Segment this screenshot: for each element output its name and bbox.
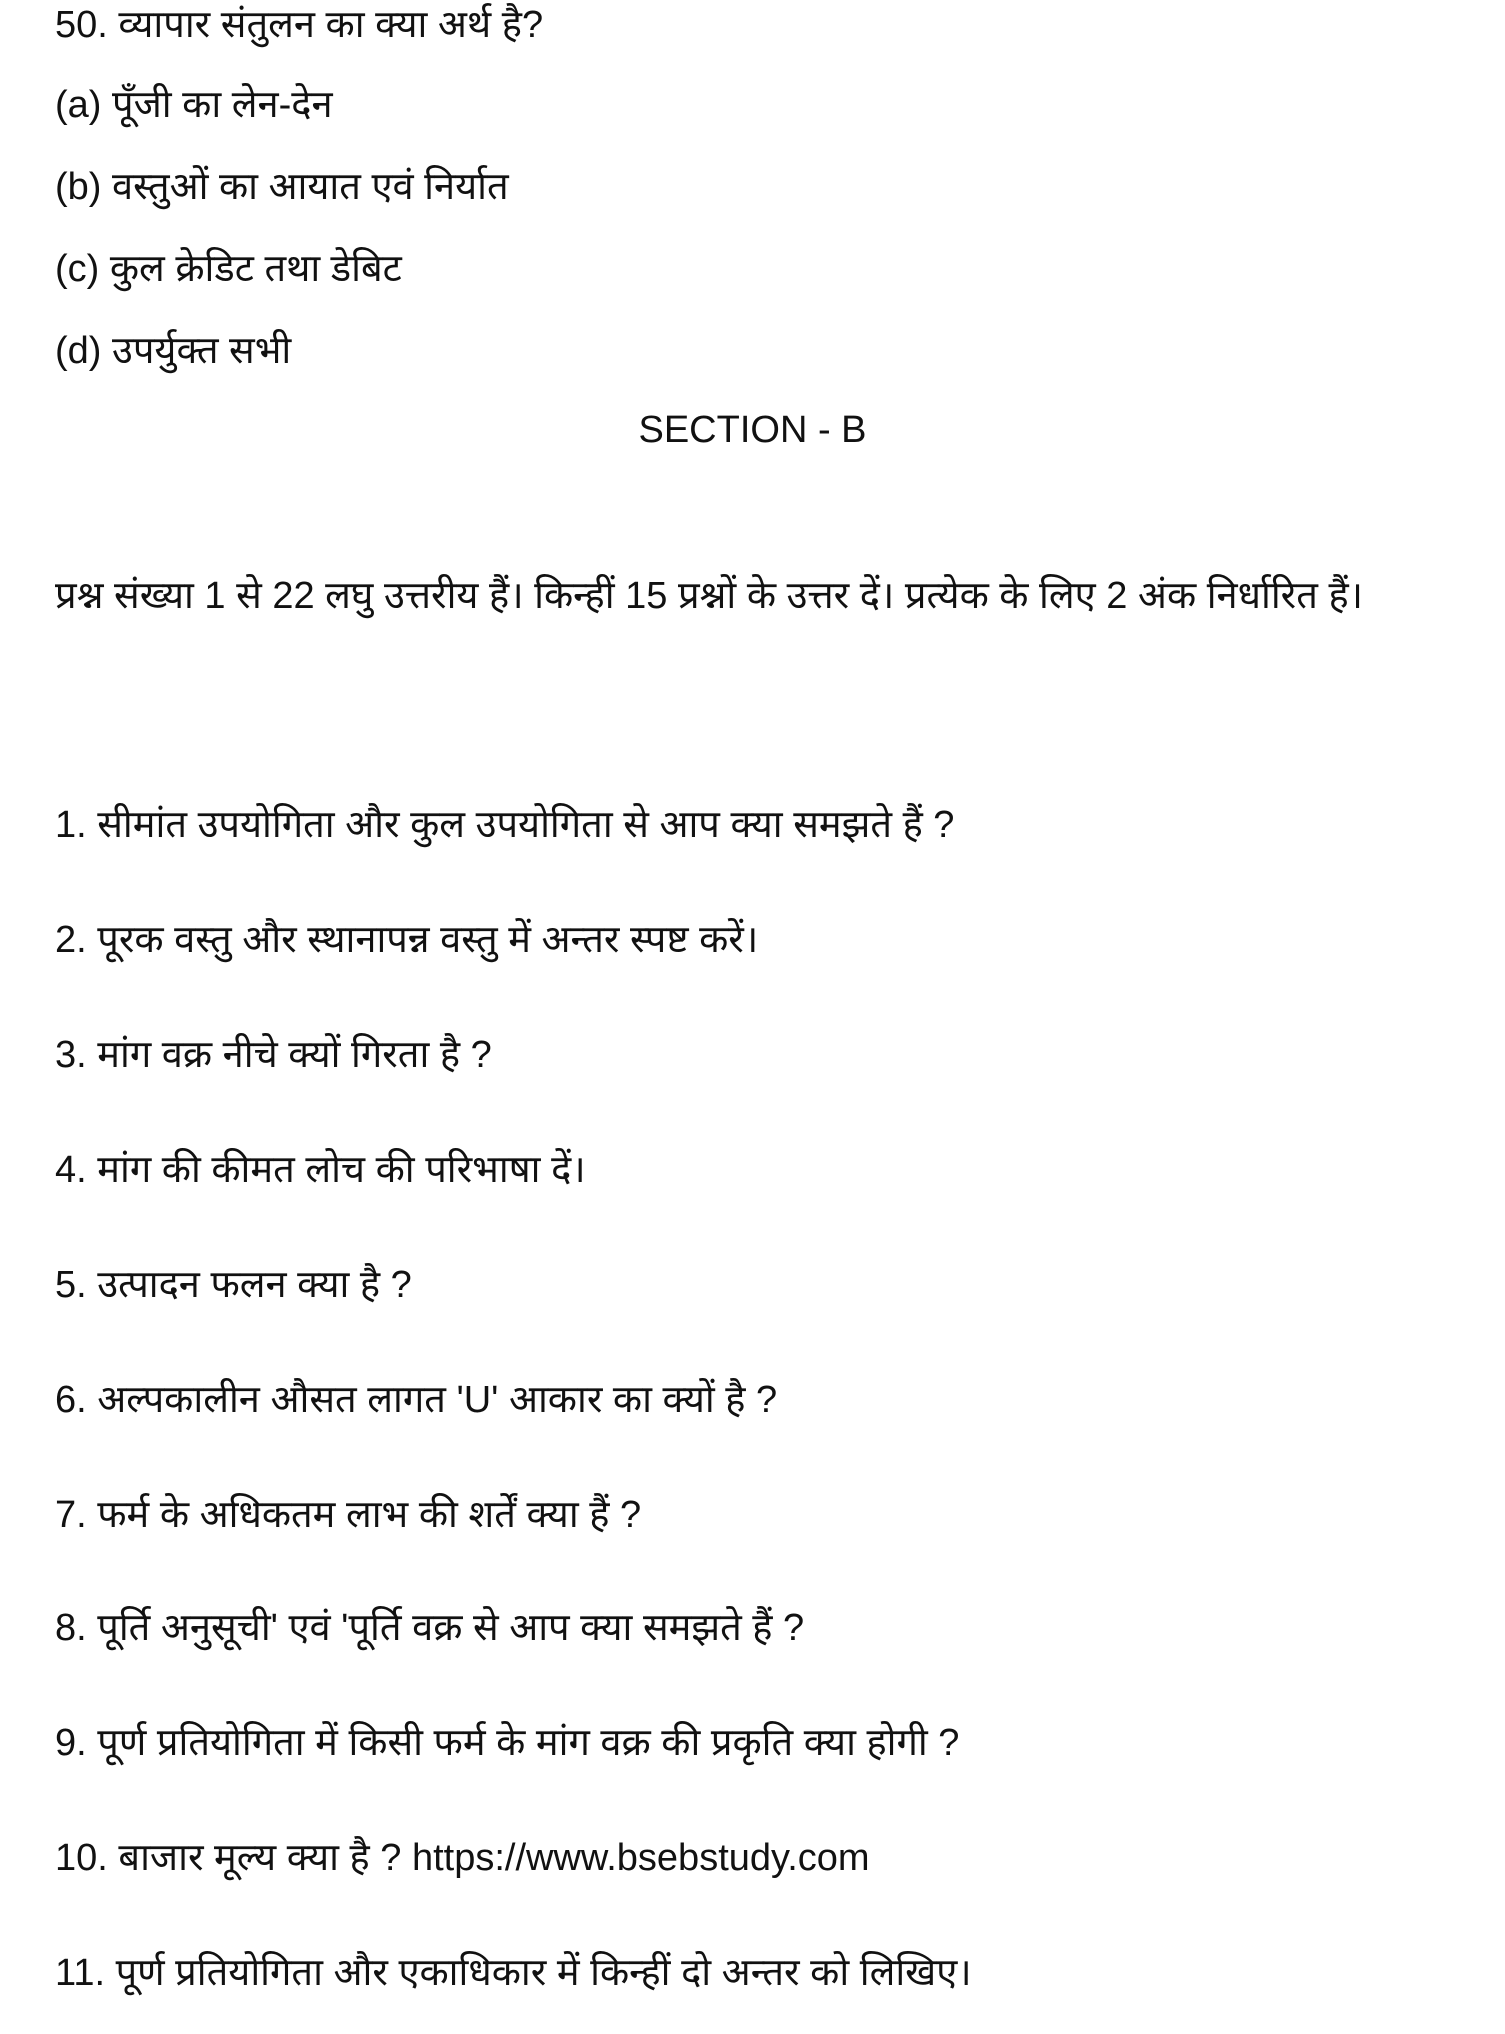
question-2: 2. पूरक वस्तु और स्थानापन्न वस्तु में अन्तर स्पष्ट करें।	[55, 919, 759, 961]
option-a: (a) पूँजी का लेन-देन	[55, 84, 333, 126]
question-10: 10. बाजार मूल्य क्या है ? https://www.bsebstudy.com	[55, 1837, 870, 1879]
section-title: SECTION - B	[638, 409, 867, 451]
question-5: 5. उत्पादन फलन क्या है ?	[55, 1264, 412, 1306]
option-d: (d) उपर्युक्त सभी	[55, 330, 292, 372]
mcq-question-50: 50. व्यापार संतुलन का क्या अर्थ है?	[55, 4, 544, 46]
question-1: 1. सीमांत उपयोगिता और कुल उपयोगिता से आप क्या समझते हैं ?	[55, 804, 955, 846]
question-4: 4. मांग की कीमत लोच की परिभाषा दें।	[55, 1149, 586, 1191]
question-7: 7. फर्म के अधिकतम लाभ की शर्तें क्या हैं ?	[55, 1494, 642, 1536]
question-6: 6. अल्पकालीन औसत लागत 'U' आकार का क्यों है ?	[55, 1379, 778, 1421]
option-b: (b) वस्तुओं का आयात एवं निर्यात	[55, 166, 509, 208]
section-instructions: प्रश्न संख्या 1 से 22 लघु उत्तरीय हैं। किन्हीं 15 प्रश्नों के उत्तर दें। प्रत्येक के लिए 2 अंक निर्धारित हैं।	[55, 575, 1364, 617]
question-9: 9. पूर्ण प्रतियोगिता में किसी फर्म के मांग वक्र की प्रकृति क्या होगी ?	[55, 1722, 960, 1764]
option-c: (c) कुल क्रेडिट तथा डेबिट	[55, 248, 402, 290]
question-11: 11. पूर्ण प्रतियोगिता और एकाधिकार में किन्हीं दो अन्तर को लिखिए।	[55, 1952, 972, 1994]
question-8: 8. पूर्ति अनुसूची' एवं 'पूर्ति वक्र से आप क्या समझते हैं ?	[55, 1607, 805, 1649]
question-3: 3. मांग वक्र नीचे क्यों गिरता है ?	[55, 1034, 492, 1076]
